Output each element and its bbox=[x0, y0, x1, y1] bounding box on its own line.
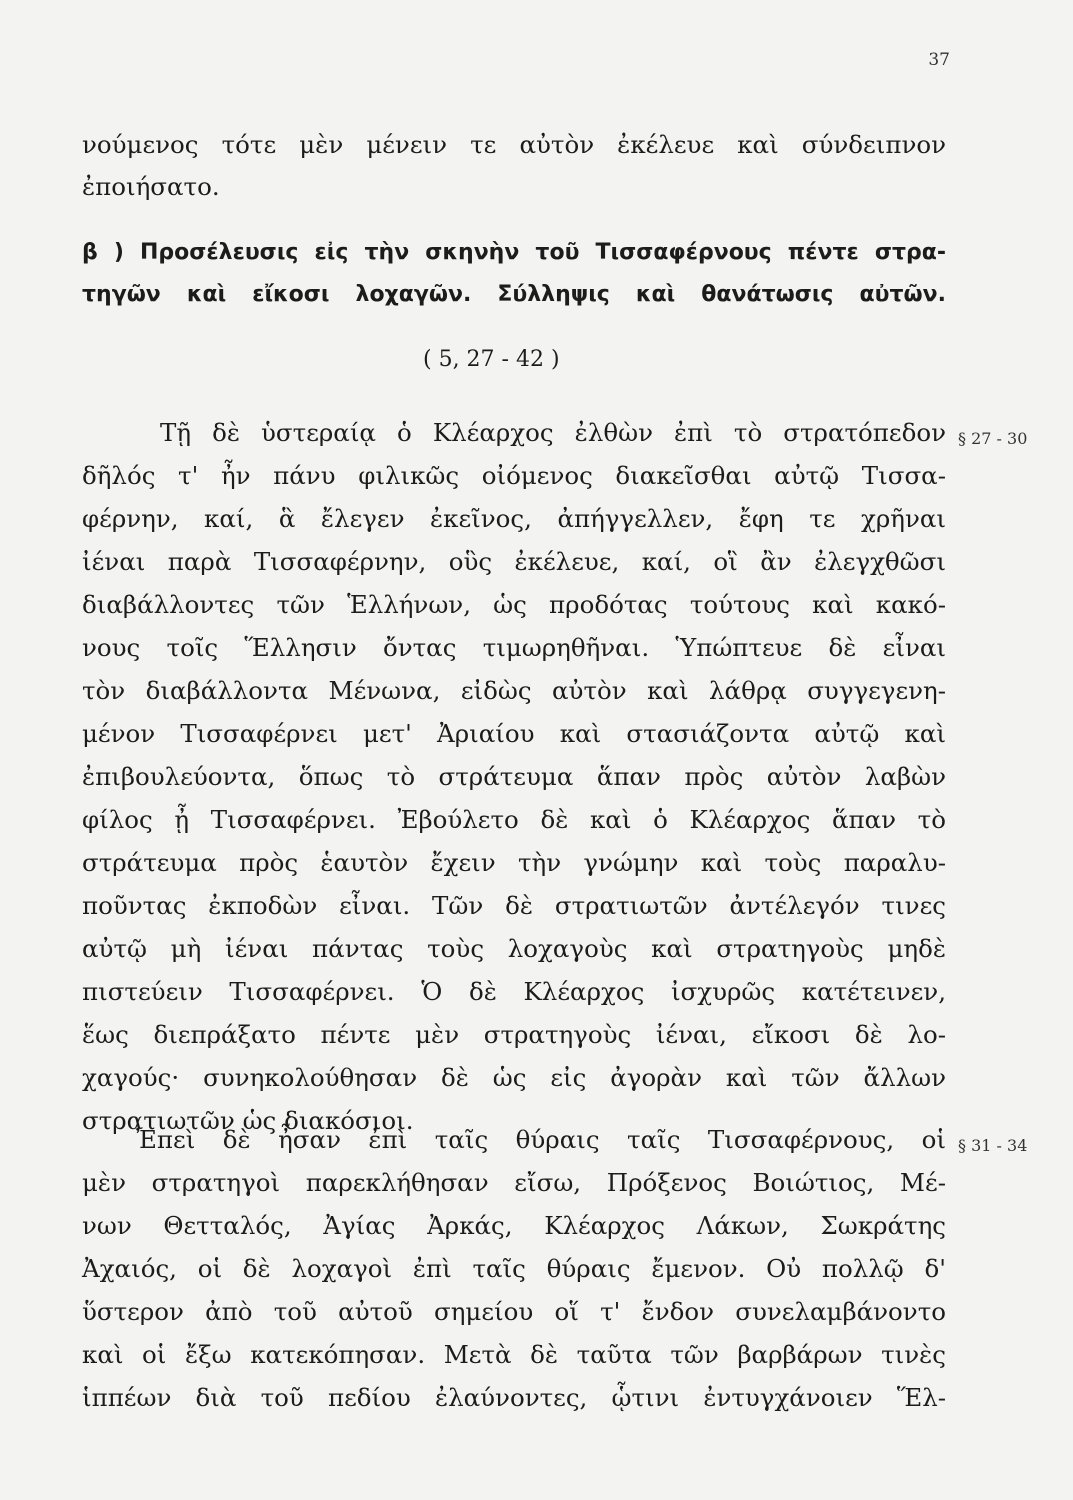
section-heading-line: τηγῶν καὶ εἴκοσι λοχαγῶν. Σύλληψις καὶ θανάτωσις αὐτῶν. bbox=[82, 282, 946, 307]
intro-line: νούμενος τότε μὲν μένειν τε αὐτὸν ἐκέλευε καὶ σύνδειπνον bbox=[82, 130, 946, 159]
paragraph-line: νων Θετταλός, Ἀγίας Ἀρκάς, Κλέαρχος Λάκων, Σωκράτης bbox=[82, 1211, 946, 1240]
paragraph-line: Τῇ δὲ ὑστεραίᾳ ὁ Κλέαρχος ἐλθὼν ἐπὶ τὸ στρατόπεδον bbox=[160, 418, 946, 447]
section-reference: ( 5, 27 - 42 ) bbox=[423, 347, 560, 372]
margin-note-2: § 31 - 34 bbox=[958, 1136, 1028, 1155]
paragraph-line: στράτευμα πρὸς ἑαυτὸν ἔχειν τὴν γνώμην καὶ τοὺς παραλυ- bbox=[82, 848, 946, 877]
paragraph-line: Ἀχαιός, οἱ δὲ λοχαγοὶ ἐπὶ ταῖς θύραις ἔμενον. Οὐ πολλῷ δ' bbox=[82, 1254, 946, 1283]
paragraph-line: μὲν στρατηγοὶ παρεκλήθησαν εἴσω, Πρόξενος Βοιώτιος, Μέ- bbox=[82, 1168, 946, 1197]
paragraph-line: ἐπιβουλεύοντα, ὅπως τὸ στράτευμα ἅπαν πρὸς αὐτὸν λαβὼν bbox=[82, 762, 946, 791]
paragraph-line: δῆλός τ' ἦν πάνυ φιλικῶς οἰόμενος διακεῖσθαι αὐτῷ Τισσα- bbox=[82, 461, 946, 490]
page-number: 37 bbox=[928, 50, 950, 70]
paragraph-line: ἕως διεπράξατο πέντε μὲν στρατηγοὺς ἰέναι, εἴκοσι δὲ λο- bbox=[82, 1020, 946, 1049]
paragraph-line: καὶ οἱ ἔξω κατεκόπησαν. Μετὰ δὲ ταῦτα τῶν βαρβάρων τινὲς bbox=[82, 1340, 946, 1369]
paragraph-line: διαβάλλοντες τῶν Ἑλλήνων, ὡς προδότας τούτους καὶ κακό- bbox=[82, 590, 946, 619]
paragraph-line: τὸν διαβάλλοντα Μένωνα, εἰδὼς αὐτὸν καὶ λάθρᾳ συγγεγενη- bbox=[82, 676, 946, 705]
intro-line: ἐποιήσατο. bbox=[82, 172, 220, 201]
paragraph-line: ὕστερον ἀπὸ τοῦ αὐτοῦ σημείου οἵ τ' ἔνδον συνελαμβάνοντο bbox=[82, 1297, 946, 1326]
paragraph-line: φίλος ᾖ Τισσαφέρνει. Ἐβούλετο δὲ καὶ ὁ Κλέαρχος ἅπαν τὸ bbox=[82, 805, 946, 834]
paragraph-line: πιστεύειν Τισσαφέρνει. Ὁ δὲ Κλέαρχος ἰσχυρῶς κατέτεινεν, bbox=[82, 977, 946, 1006]
paragraph-line: στρατιωτῶν ὡς διακόσιοι. bbox=[82, 1106, 414, 1135]
paragraph-line: ἰέναι παρὰ Τισσαφέρνην, οὓς ἐκέλευε, καί, οἳ ἂν ἐλεγχθῶσι bbox=[82, 547, 946, 576]
paragraph-line: Ἐπεὶ δὲ ἦσαν ἐπὶ ταῖς θύραις ταῖς Τισσαφέρνους, οἱ bbox=[136, 1125, 946, 1154]
paragraph-line: φέρνην, καί, ἃ ἔλεγεν ἐκεῖνος, ἀπήγγελλεν, ἔφη τε χρῆναι bbox=[82, 504, 946, 533]
paragraph-line: χαγούς· συνηκολούθησαν δὲ ὡς εἰς ἀγορὰν καὶ τῶν ἄλλων bbox=[82, 1063, 946, 1092]
paragraph-line: νους τοῖς Ἕλλησιν ὄντας τιμωρηθῆναι. Ὑπώπτευε δὲ εἶναι bbox=[82, 633, 946, 662]
paragraph-line: αὐτῷ μὴ ἰέναι πάντας τοὺς λοχαγοὺς καὶ στρατηγοὺς μηδὲ bbox=[82, 934, 946, 963]
paragraph-line: ποῦντας ἐκποδὼν εἶναι. Τῶν δὲ στρατιωτῶν ἀντέλεγόν τινες bbox=[82, 891, 946, 920]
margin-note-1: § 27 - 30 bbox=[958, 429, 1028, 448]
paragraph-line: ἱππέων διὰ τοῦ πεδίου ἐλαύνοντες, ᾧτινι ἐντυγχάνοιεν Ἕλ- bbox=[82, 1383, 946, 1412]
paragraph-line: μένον Τισσαφέρνει μετ' Ἀριαίου καὶ στασιάζοντα αὐτῷ καὶ bbox=[82, 719, 946, 748]
section-heading-line: β ) Προσέλευσις εἰς τὴν σκηνὴν τοῦ Τισσαφέρνους πέντε στρα- bbox=[82, 240, 946, 265]
